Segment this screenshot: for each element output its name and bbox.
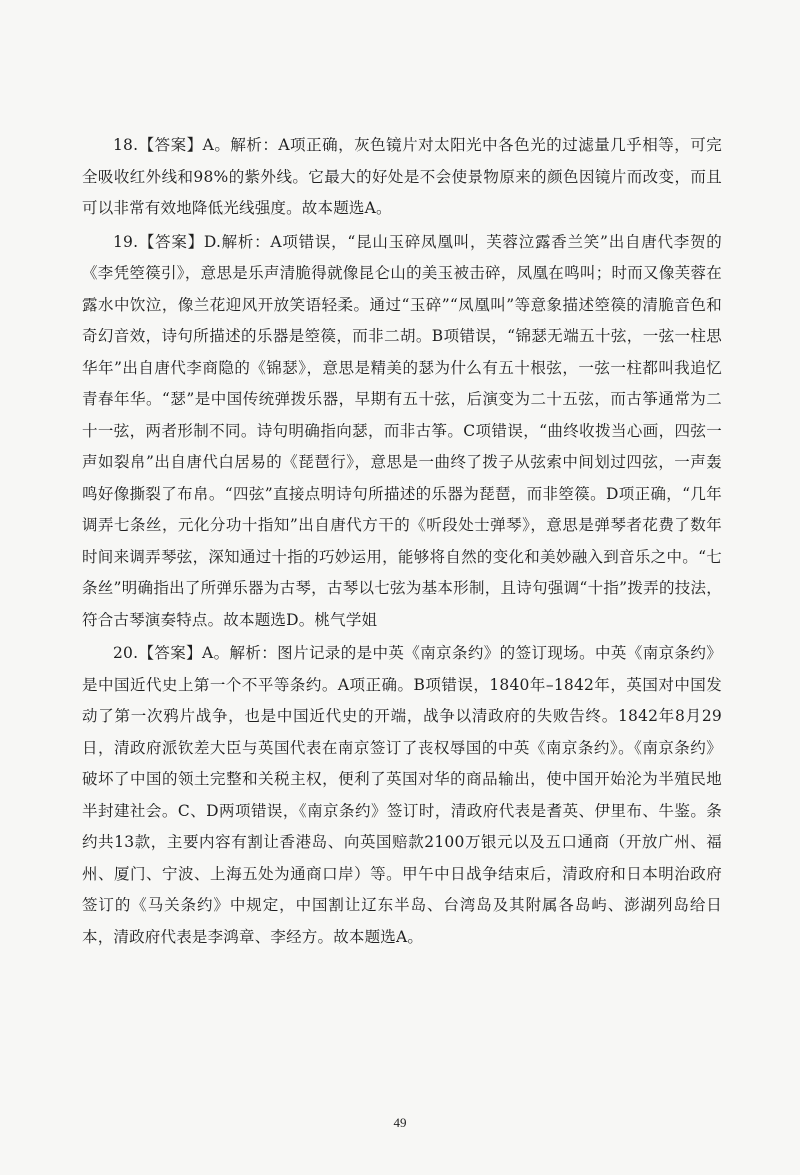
answer-number: 18.	[113, 136, 139, 154]
answer-text: 【答案】D.解析：A项错误，“昆山玉碎凤凰叫，芙蓉泣露香兰笑”出自唐代李贺的《李凭箜篌引》，意思是乐声清脆得就像昆仑山的美玉被击碎，凤凰在鸣叫；时而又像芙蓉在露水中饮泣，像兰花迎风开放笑语轻柔。通过“玉碎”“凤凰叫”等意象描述箜篌的清脆音色和奇幻音效，诗句所描述的乐器是箜篌，而非二胡。B项错误，“锦瑟无端五十弦，一弦一柱思华年”出自唐代李商隐的《锦瑟》，意思是精美的瑟为什么有五十根弦，一弦一柱都叫我追忆青春年华。“瑟”是中国传统弹拨乐器，早期有五十弦，后演变为二十五弦，而古筝通常为二十一弦，两者形制不同。诗句明确指向瑟，而非古筝。C项错误，“曲终收拨当心画，四弦一声如裂帛”出自唐代白居易的《琵琶行》，意思是一曲终了拨子从弦索中间划过四弦，一声轰鸣好像撕裂了布帛。“四弦”直接点明诗句所描述的乐器为琵琶，而非箜篌。D项正确，“几年调弄七条丝，元化分功十指知”出自唐代方干的《听段处士弹琴》，意思是弹琴者花费了数年时间来调弄琴弦，深知通过十指的巧妙运用，能够将自然的变化和美妙融入到音乐之中。“七条丝”明确指出了所弹乐器为古琴，古琴以七弦为基本形制，且诗句强调“十指”拨弄的技法，符合古琴演奏特点。故本题选D。桃气学姐	[82, 232, 722, 629]
answer-20	[82, 638, 722, 953]
answer-19	[82, 227, 722, 637]
answer-text: 【答案】A。解析：图片记录的是中英《南京条约》的签订现场。中英《南京条约》是中国近代史上第一个不平等条约。A项正确。B项错误，1840年–1842年，英国对中国发动了第一次鸦片战争，也是中国近代史的开端，战争以清政府的失败告终。1842年8月29日，清政府派钦差大臣与英国代表在南京签订了丧权辱国的中英《南京条约》。《南京条约》破坏了中国的领土完整和关税主权，便利了英国对华的商品输出，使中国开始沦为半殖民地半封建社会。C、D两项错误，《南京条约》签订时，清政府代表是耆英、伊里布、牛鉴。条约共13款，主要内容有割让香港岛、向英国赔款2100万银元以及五口通商（开放广州、福州、厦门、宁波、上海五处为通商口岸）等。甲午中日战争结束后，清政府和日本明治政府签订的《马关条约》中规定，中国割让辽东半岛、台湾岛及其附属各岛屿、澎湖列岛给日本，清政府代表是李鸿章、李经方。故本题选A。	[82, 644, 722, 946]
answer-18	[82, 130, 722, 225]
answer-number: 20.	[113, 644, 139, 662]
answer-number: 19.	[113, 232, 139, 251]
answer-text: 【答案】A。解析：A项正确，灰色镜片对太阳光中各色光的过滤量几乎相等，可完全吸收红外线和98%的紫外线。它最大的好处是不会使景物原来的颜色因镜片而改变，而且可以非常有效地降低光线强度。故本题选A。	[82, 136, 722, 217]
answer-list	[82, 130, 722, 955]
page-number: 49	[393, 1115, 407, 1130]
